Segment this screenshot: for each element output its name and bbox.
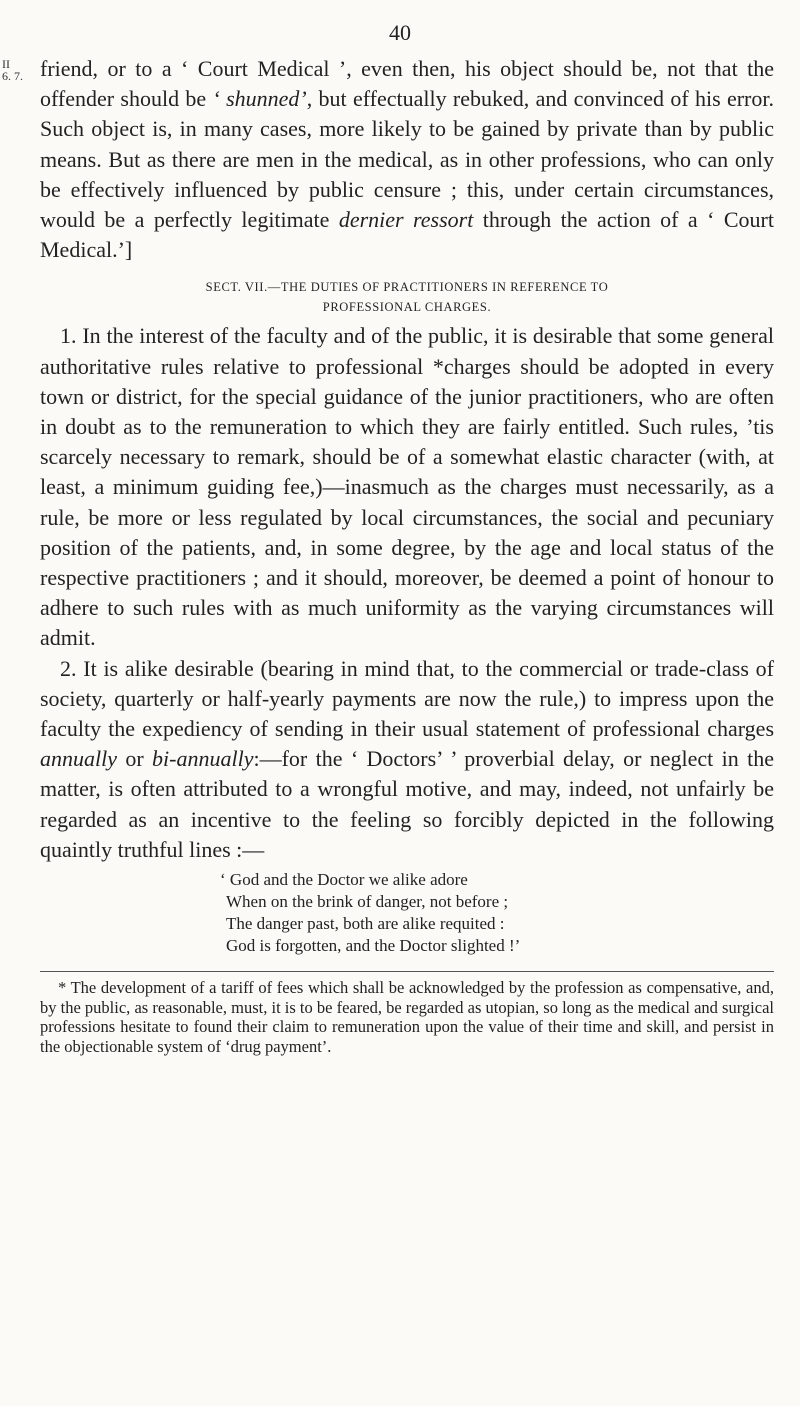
footnote: * The development of a tariff of fees which shall be acknowledged by the profession as compensative, and, by the public, as reasonable, must, it is to be feared, be regarded as utopian, so long as the medical and surgical professions hesitate to found their claim to remuneration upon the value of their time and skill, and persist in the objectionable system of ‘drug payment’. xyxy=(40,978,774,1056)
paragraph-1: 1. In the interest of the faculty and of the public, it is desirable that some general authoritative rules relative to professional *charges should be adopted in every town or district, for the special guidance of the junior practitioners, who are often in doubt as to the remuneration to which they are fairly entitled. Such rules, ’tis scarcely necessary to remark, should be of a somewhat elastic character (with, at least, a minimum guiding fee,)—inasmuch as the charges must necessarily, as a rule, be more or less regulated by local circumstances, the social and pecuniary position of the patients, and, in some degree, by the age and local status of the respective practitioners ; and it should, moreover, be deemed a point of honour to adhere to such rules with as much uniformity as the varying circumstances will admit. xyxy=(40,323,774,651)
section-heading-line: PROFESSIONAL CHARGES. xyxy=(322,300,492,315)
paragraph-2 xyxy=(40,654,774,865)
verse xyxy=(220,869,774,957)
verse-line: The danger past, both are alike requited : xyxy=(226,914,505,934)
italic-run: bi-annually xyxy=(152,746,254,772)
text-run: , but effectually rebuked, and convinced of his error. Such object is, in many cases, more likely to be gained by private than by public means. But as there are men in the medical, as in other professions, who can only be effectively influenced by public censure ; this, under certain circumstances, would be a perfectly legitimate xyxy=(40,86,774,233)
opening-paragraph xyxy=(40,54,774,265)
text-run: or xyxy=(117,746,153,772)
text-run: 2. It is alike desirable (bearing in mind that, to the commercial or trade-class of society, quarterly or half-yearly payments are now the rule,) to impress upon the faculty the expediency of sending in their usual statement of professional charges xyxy=(40,655,774,742)
margin-note xyxy=(2,58,23,82)
margin-note-line: II xyxy=(2,57,10,71)
margin-note-line: 6. 7. xyxy=(2,69,23,83)
footnote-divider xyxy=(40,971,774,972)
section-heading xyxy=(40,277,774,317)
italic-run: ‘ shunned’ xyxy=(212,86,307,112)
verse-line: God is forgotten, and the Doctor slighted !’ xyxy=(226,936,521,956)
verse-line: ‘ God and the Doctor we alike adore xyxy=(220,870,468,890)
text-run: :—for the ‘ Doctors’ ’ proverbial delay, or neglect in the matter, is often attributed to a wrongful motive, and may, indeed, not unfairly be regarded as an incentive to the feeling so forcibly depicted in the following quaintly truthful lines :— xyxy=(40,746,774,862)
page-number: 40 xyxy=(389,20,411,45)
italic-run: annually xyxy=(40,746,117,772)
text-run: through the action of a ‘ Court Medical.’] xyxy=(40,207,774,263)
text-run: friend, or to a ‘ Court Medical ’, even then, his object should be, not that the offender should be xyxy=(40,56,774,112)
italic-run: dernier ressort xyxy=(338,207,474,233)
text-column xyxy=(40,54,774,1056)
section-heading-line: SECT. VII.—THE DUTIES OF PRACTITIONERS IN REFERENCE TO xyxy=(205,280,609,295)
verse-line: When on the brink of danger, not before ; xyxy=(226,892,509,912)
